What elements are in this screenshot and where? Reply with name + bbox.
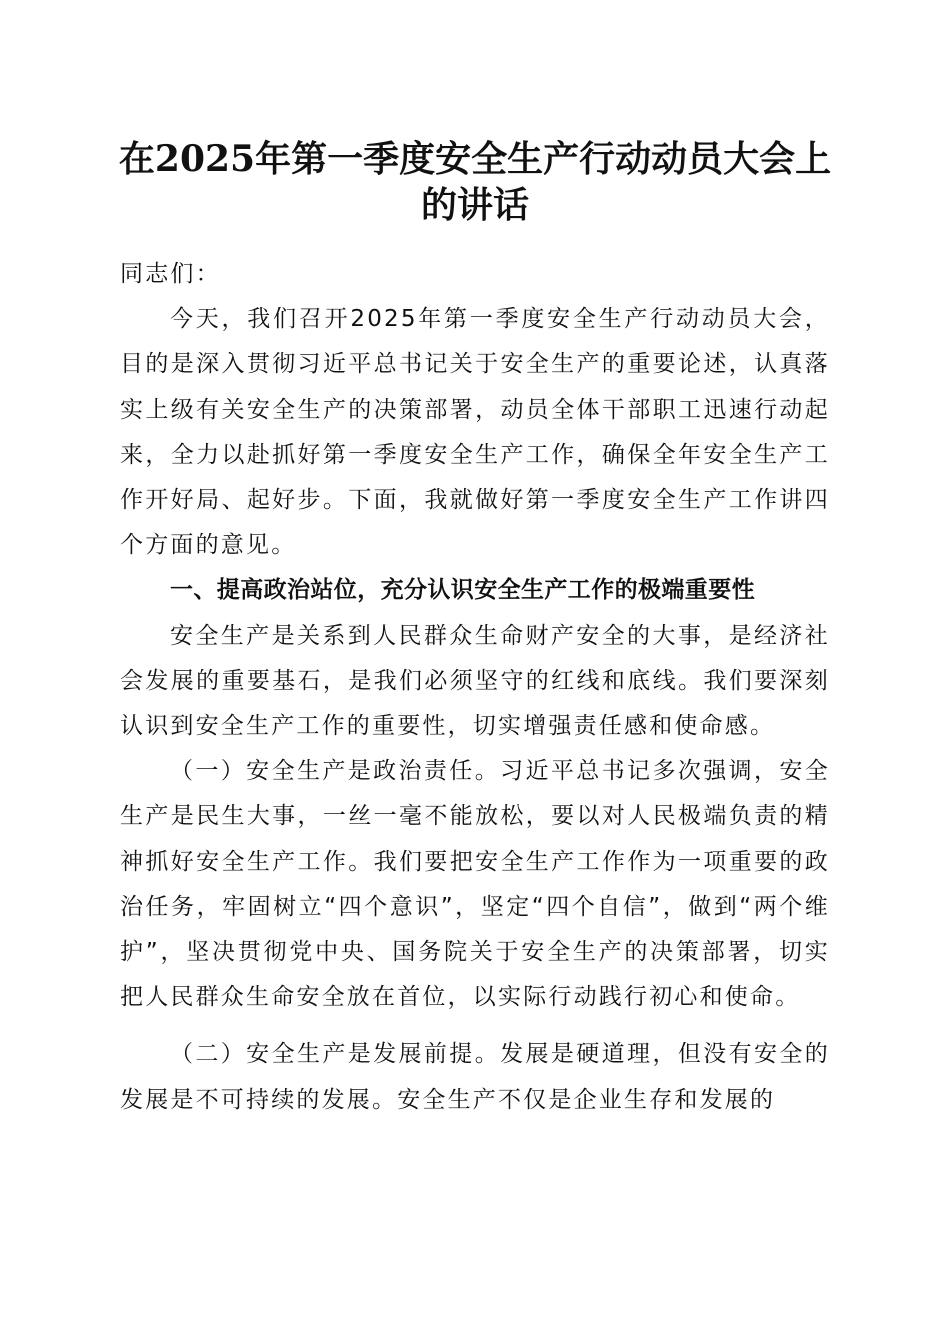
title-line-1: 在2025年第一季度安全生产行动动员大会上 (118, 138, 832, 180)
subsection-2 (120, 1032, 830, 1122)
salutation: 同志们： (120, 261, 221, 287)
document-body (120, 252, 830, 1123)
subsection-1-body: 习近平总书记多次强调，安全生产是民生大事，一丝一毫不能放松，要以对人民极端负责的精神抓好安全生产工作。我们要把安全生产工作作为一项重要的政治任务，牢固树立“四个意识”，坚定“四个自信”，做到“两个维护”，坚决贯彻党中央、国务院关于安全生产的决策部署，切实把人民群众生命安全放在首位，以实际行动践行初心和使命。 (120, 758, 830, 1011)
title-line-2: 的讲话 (420, 184, 529, 226)
subsection-1-lead: （一）安全生产是政治责任。 (170, 758, 501, 785)
subsection-2-lead: （二）安全生产是发展前提。 (170, 1041, 501, 1068)
section-heading-1: 一、提高政治站位，充分认识安全生产工作的极端重要性 (170, 577, 755, 604)
paragraph-1: 安全生产是关系到人民群众生命财产安全的大事，是经济社会发展的重要基石，是我们必须坚守的红线和底线。我们要深刻认识到安全生产工作的重要性，切实增强责任感和使命感。 (120, 622, 830, 740)
subsection-2-body: 发展是硬道理，但没有安全的发展是不可持续的发展。安全生产不仅是企业生存和发展的 (120, 1041, 830, 1113)
subsection-1 (120, 749, 830, 1020)
document-title (100, 136, 850, 228)
paragraph-intro: 今天，我们召开2025年第一季度安全生产行动动员大会，目的是深入贯彻习近平总书记关于安全生产的重要论述，认真落实上级有关安全生产的决策部署，动员全体干部职工迅速行动起来，全力以赴抓好第一季度安全生产工作，确保全年安全生产工作开好局、起好步。下面，我就做好第一季度安全生产工作讲四个方面的意见。 (120, 306, 830, 559)
